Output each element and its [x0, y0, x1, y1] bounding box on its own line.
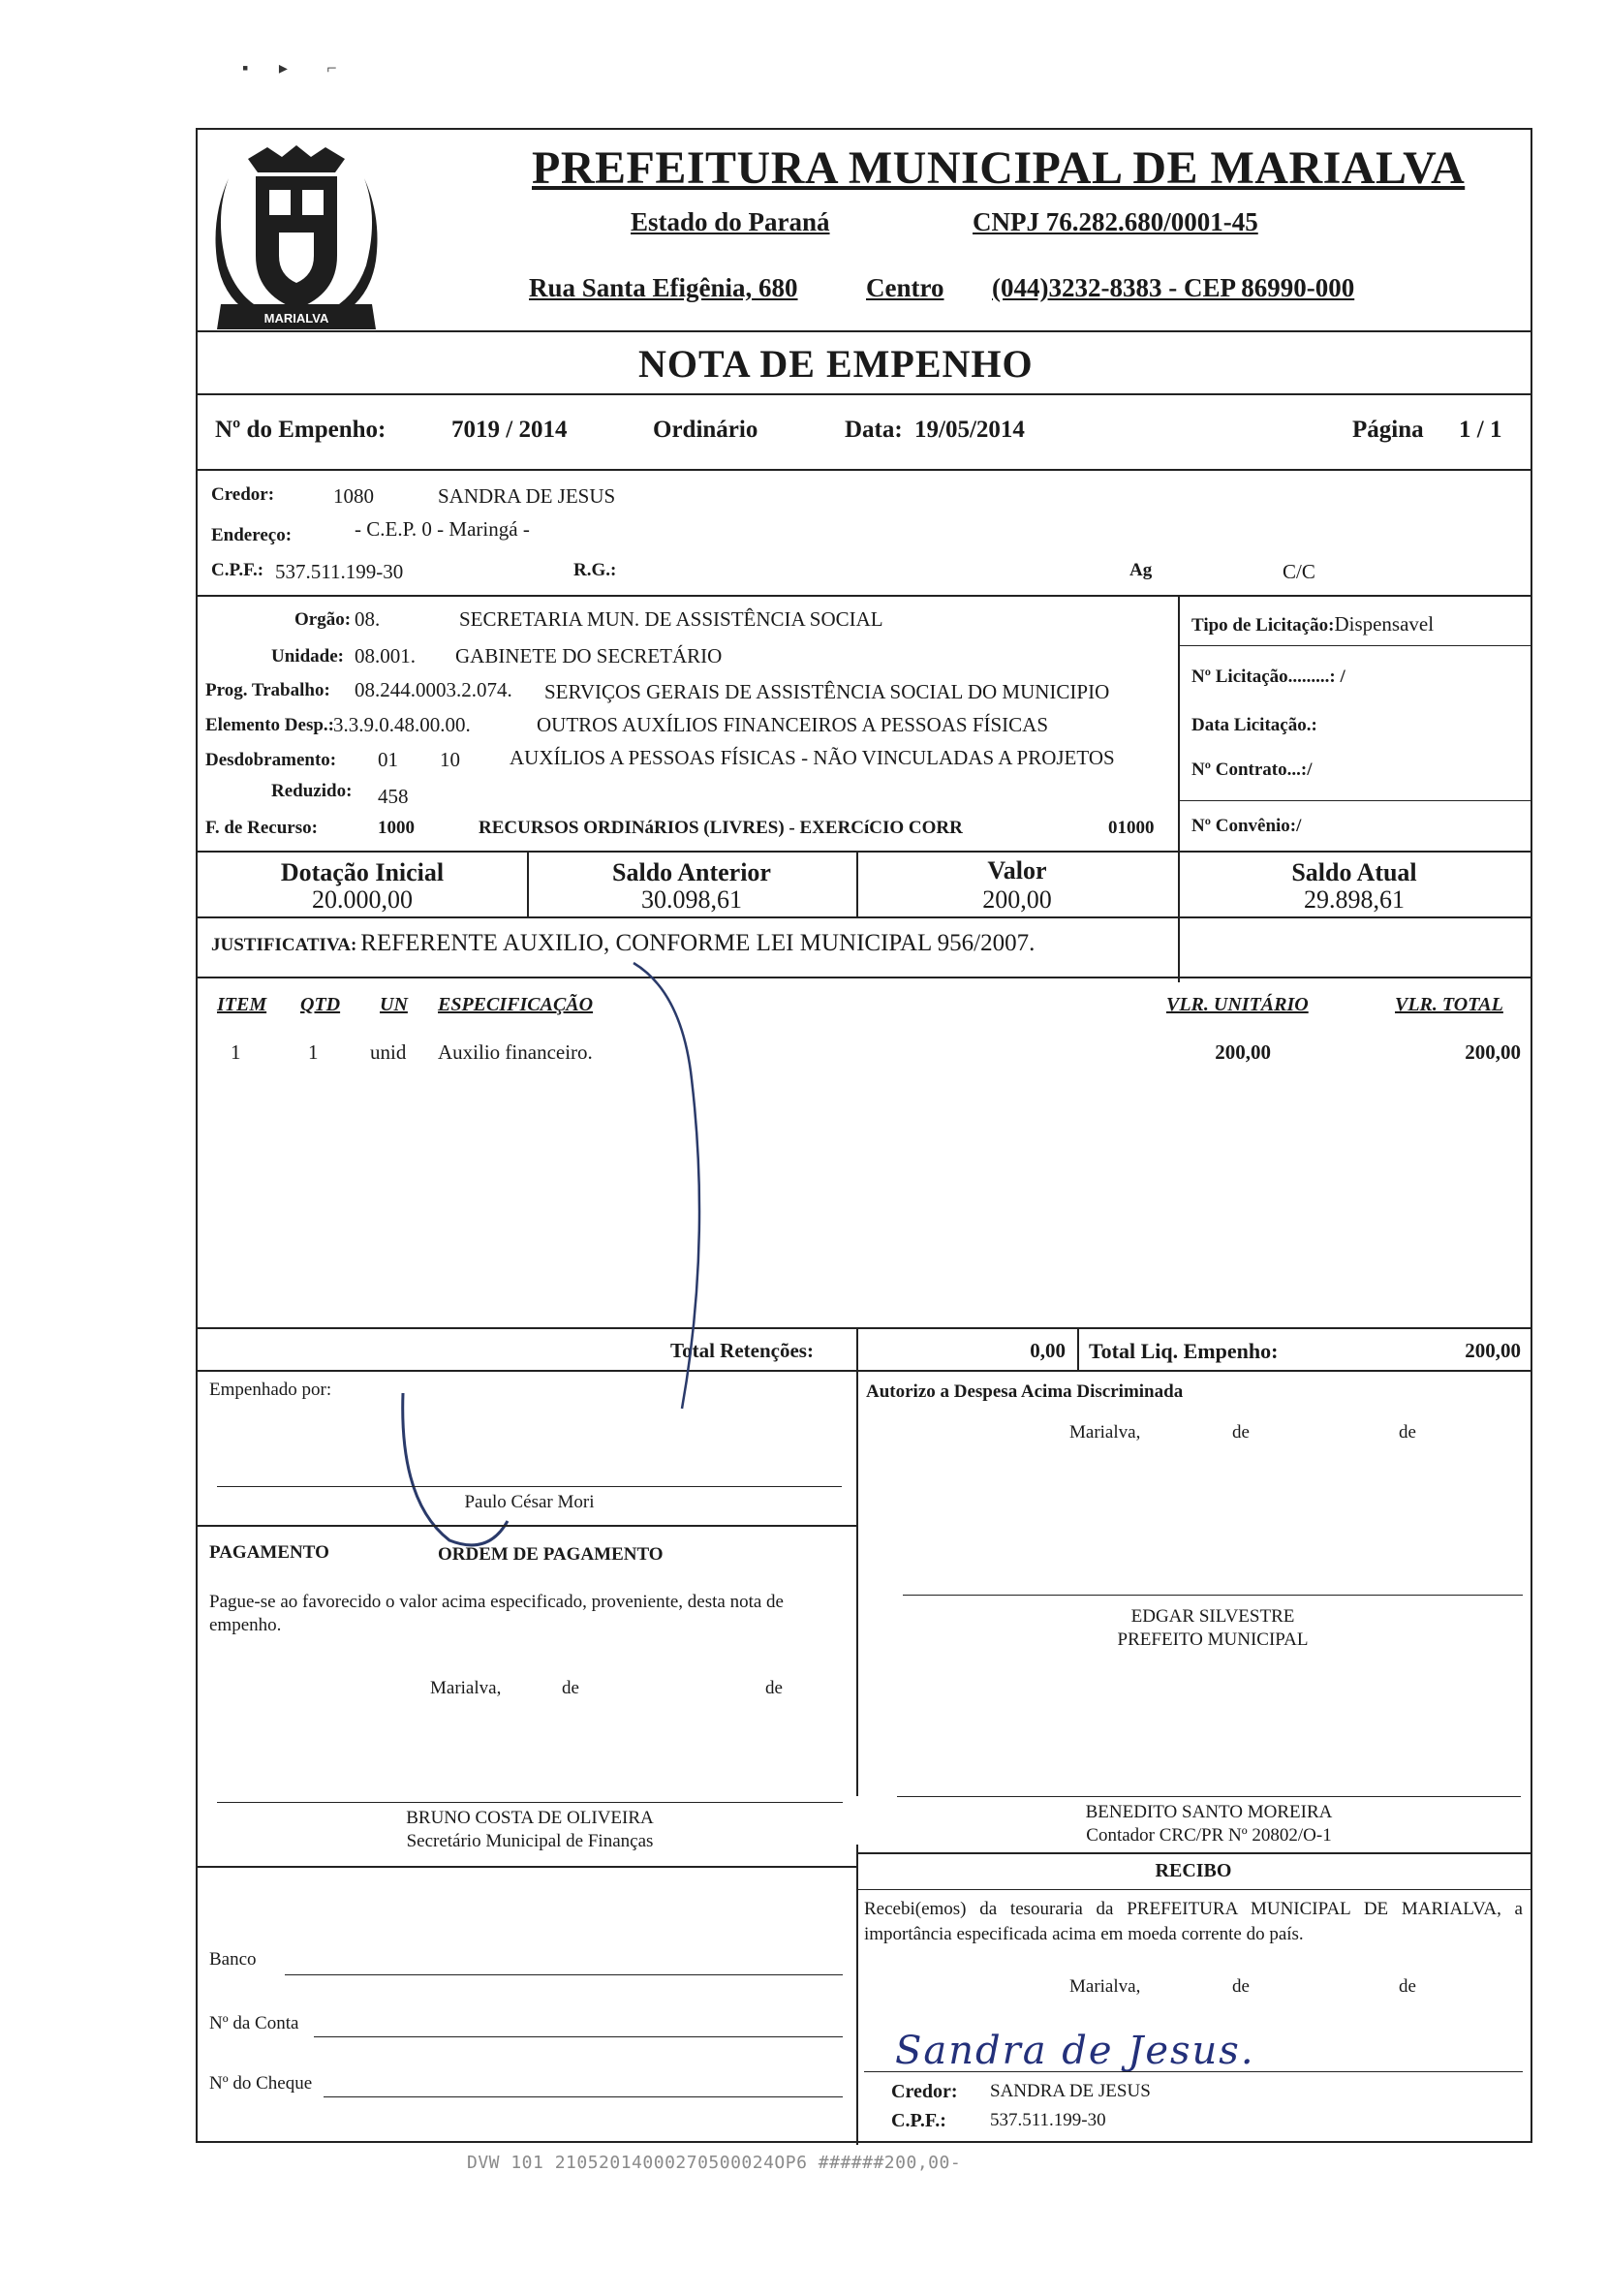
recurso-label: F. de Recurso: [205, 818, 318, 838]
prefeito-role: PREFEITO MUNICIPAL [1117, 1629, 1309, 1650]
valor-label: Valor [987, 856, 1047, 884]
empenho-number-label: Nº do Empenho: [215, 417, 387, 443]
numero-contrato: Nº Contrato...:/ [1191, 760, 1313, 780]
row-qtd: 1 [308, 1040, 319, 1064]
pagamento-label: PAGAMENTO [209, 1542, 329, 1563]
conta-label: Nº da Conta [209, 2013, 299, 2033]
orgao-name: SECRETARIA MUN. DE ASSISTÊNCIA SOCIAL [459, 607, 883, 631]
pagamento-place: Marialva, [430, 1678, 502, 1698]
ag-label: Ag [1129, 560, 1153, 580]
street-address: Rua Santa Efigênia, 680 [529, 273, 798, 302]
page-number: 1 / 1 [1459, 417, 1502, 443]
empenhado-por-label: Empenhado por: [209, 1380, 332, 1400]
col-vlr-total: VLR. TOTAL [1395, 994, 1503, 1015]
recibo-de-1: de [1232, 1976, 1250, 1997]
tipo-licitacao-label: Tipo de Licitação:Dispensavel [1191, 612, 1435, 636]
empenho-date-label: Data: [845, 417, 903, 443]
svg-text:MARIALVA: MARIALVA [263, 311, 329, 326]
data-licitacao: Data Licitação.: [1191, 715, 1317, 735]
saldo-atual-value: 29.898,61 [1304, 885, 1405, 914]
recurso-name: RECURSOS ORDINáRIOS (LIVRES) - EXERCíCIO CORR [479, 818, 963, 838]
dotacao-inicial-value: 20.000,00 [312, 885, 413, 914]
empenho-type: Ordinário [653, 417, 758, 443]
saldo-atual-label: Saldo Atual [1291, 858, 1417, 886]
row-spec: Auxilio financeiro. [438, 1040, 593, 1064]
credor-signature: Sandra de Jesus. [895, 2029, 1255, 2073]
numero-convenio: Nº Convênio:/ [1191, 816, 1302, 836]
empenho-number: 7019 / 2014 [451, 417, 568, 443]
prog-trabalho-code: 08.244.0003.2.074. [355, 678, 512, 701]
state-name: Estado do Paraná [631, 207, 830, 236]
elemento-code: 3.3.9.0.48.00.00. [333, 713, 471, 736]
justificativa: JUSTIFICATIVA: REFERENTE AUXILIO, CONFORME LEI MUNICIPAL 956/2007. [211, 930, 1036, 956]
recurso-code: 1000 [378, 818, 415, 838]
autorizo-de-1: de [1232, 1422, 1250, 1443]
total-retencoes-label: Total Retenções: [670, 1339, 814, 1362]
pen-stroke [624, 953, 798, 1457]
valor-value: 200,00 [982, 885, 1052, 914]
autorizo-label: Autorizo a Despesa Acima Discriminada [866, 1381, 1184, 1402]
cheque-label: Nº do Cheque [209, 2073, 313, 2094]
pagamento-de-2: de [765, 1678, 783, 1698]
endereco-value: - C.E.P. 0 - Maringá - [355, 517, 530, 541]
prefeito-name: EDGAR SILVESTRE [1130, 1606, 1295, 1627]
row-un: unid [370, 1040, 407, 1064]
nota-de-empenho-form [196, 128, 1532, 2143]
empenho-date: 19/05/2014 [914, 417, 1025, 443]
empenhado-name: Paulo César Mori [464, 1492, 595, 1512]
recibo-credor-name: SANDRA DE JESUS [990, 2081, 1151, 2101]
secretario-role: Secretário Municipal de Finanças [406, 1831, 654, 1851]
recibo-de-2: de [1399, 1976, 1416, 1997]
unidade-code: 08.001. [355, 644, 416, 667]
saldo-anterior-label: Saldo Anterior [612, 858, 771, 886]
row-item: 1 [231, 1040, 241, 1064]
recibo-credor-label: Credor: [891, 2081, 958, 2102]
orgao-code: 08. [355, 607, 381, 631]
unidade-name: GABINETE DO SECRETÁRIO [455, 644, 723, 667]
page-label: Página [1352, 417, 1424, 443]
prefeitura-title: PREFEITURA MUNICIPAL DE MARIALVA [532, 142, 1466, 194]
document-title: NOTA DE EMPENHO [638, 342, 1034, 386]
elemento-label: Elemento Desp.: [205, 715, 334, 735]
desdobramento-code-2: 10 [440, 748, 460, 771]
row-unit-value: 200,00 [1215, 1040, 1271, 1064]
col-un: UN [380, 994, 408, 1015]
ordem-pagamento-label: ORDEM DE PAGAMENTO [438, 1544, 664, 1565]
endereco-label: Endereço: [211, 525, 293, 545]
municipal-coat-of-arms [209, 140, 384, 333]
desdobramento-name: AUXÍLIOS A PESSOAS FÍSICAS - NÃO VINCULADAS A PROJETOS [510, 746, 1115, 769]
credor-name: SANDRA DE JESUS [438, 484, 616, 508]
phone-cep: (044)3232-8383 - CEP 86990-000 [992, 273, 1355, 302]
saldo-anterior-value: 30.098,61 [641, 885, 742, 914]
recibo-place: Marialva, [1069, 1976, 1141, 1997]
secretario-name: BRUNO COSTA DE OLIVEIRA [406, 1808, 654, 1828]
recibo-text: Recebi(emos) da tesouraria da PREFEITURA MUNICIPAL DE MARIALVA, a importância especificada acima em moeda corrente do país. [864, 1899, 1523, 1944]
mechanical-code: DVW 101 21052014000270500024OP6 ######200,00- [467, 2153, 962, 2173]
numero-licitacao: Nº Licitação.........: / [1191, 667, 1345, 687]
cheque-field[interactable] [324, 2096, 843, 2097]
reduzido-value: 458 [378, 785, 409, 808]
reduzido-label: Reduzido: [271, 781, 353, 801]
total-liq-label: Total Liq. Empenho: [1089, 1339, 1279, 1363]
contador-name: BENEDITO SANTO MOREIRA [1085, 1802, 1333, 1822]
autorizo-de-2: de [1399, 1422, 1416, 1443]
rg-label: R.G.: [573, 560, 617, 580]
recurso-code-2: 01000 [1108, 818, 1155, 838]
elemento-name: OUTROS AUXÍLIOS FINANCEIROS A PESSOAS FÍSICAS [537, 713, 1049, 736]
desdobramento-code-1: 01 [378, 748, 398, 771]
recibo-cpf-value: 537.511.199-30 [990, 2110, 1106, 2130]
banco-field[interactable] [285, 1974, 843, 1975]
orgao-label: Orgão: [294, 609, 352, 630]
prog-trabalho-name: SERVIÇOS GERAIS DE ASSISTÊNCIA SOCIAL DO MUNICIPIO [544, 680, 1110, 703]
credor-label: Credor: [211, 484, 275, 505]
scan-marks: ▪ ▸ ⌐ [242, 58, 337, 78]
recibo-cpf-label: C.P.F.: [891, 2110, 946, 2131]
credor-code: 1080 [333, 484, 374, 508]
district: Centro [866, 273, 944, 302]
empenhado-signature [391, 1385, 527, 1560]
total-retencoes-value: 0,00 [1030, 1339, 1066, 1362]
col-especificacao: ESPECIFICAÇÃO [438, 994, 594, 1015]
cc-label: C/C [1283, 560, 1315, 583]
unidade-label: Unidade: [271, 646, 344, 667]
cnpj: CNPJ 76.282.680/0001-45 [973, 207, 1258, 236]
col-vlr-unitario: VLR. UNITÁRIO [1166, 994, 1309, 1015]
conta-field[interactable] [314, 2036, 843, 2037]
col-qtd: QTD [300, 994, 341, 1015]
cpf-value: 537.511.199-30 [275, 560, 404, 583]
pagamento-de-1: de [562, 1678, 579, 1698]
recibo-title: RECIBO [1155, 1860, 1232, 1881]
col-item: ITEM [217, 994, 267, 1015]
dotacao-inicial-label: Dotação Inicial [280, 858, 445, 886]
total-liq-value: 200,00 [1465, 1339, 1521, 1362]
prog-trabalho-label: Prog. Trabalho: [205, 680, 330, 700]
banco-label: Banco [209, 1949, 257, 1970]
contador-role: Contador CRC/PR Nº 20802/O-1 [1086, 1825, 1332, 1846]
row-total-value: 200,00 [1465, 1040, 1521, 1064]
autorizo-place: Marialva, [1069, 1422, 1141, 1443]
cpf-label: C.P.F.: [211, 560, 264, 580]
pagamento-text: Pague-se ao favorecido o valor acima especificado, proveniente, desta nota de empenho. [209, 1592, 784, 1635]
desdobramento-label: Desdobramento: [205, 750, 337, 770]
